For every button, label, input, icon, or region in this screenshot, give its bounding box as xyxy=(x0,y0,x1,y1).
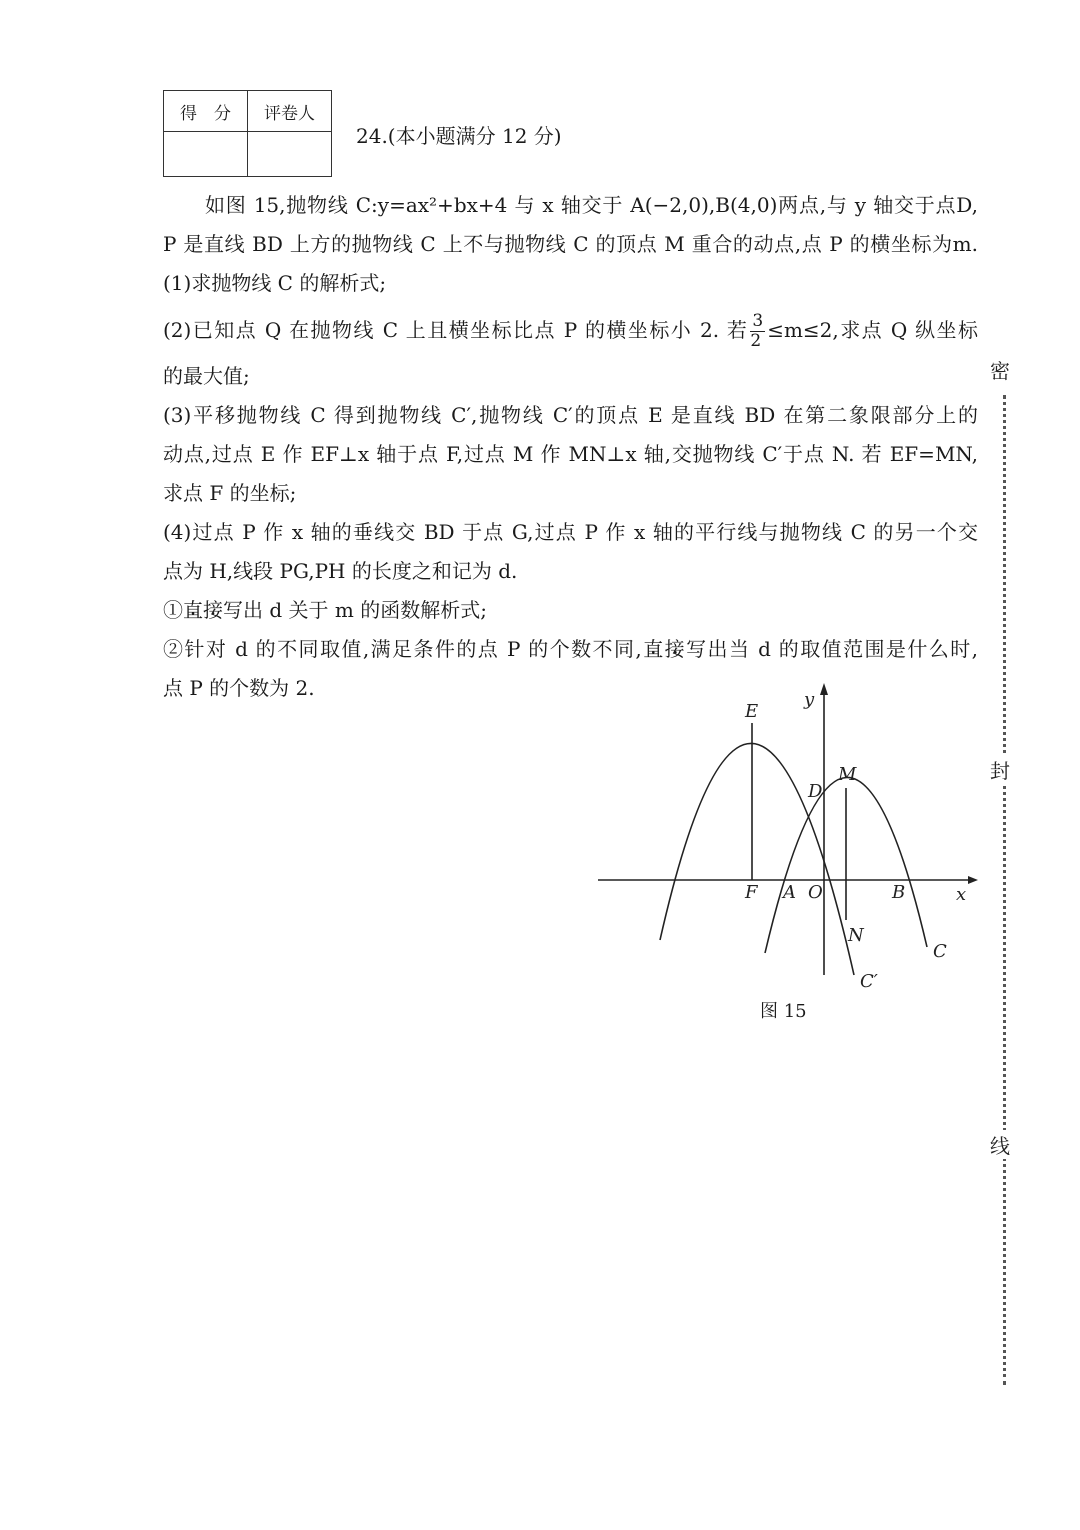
label-a: A xyxy=(783,882,796,903)
label-b: B xyxy=(892,882,906,903)
parabola-c-prime xyxy=(660,743,854,975)
label-e: E xyxy=(745,701,759,722)
grader-cell xyxy=(248,132,332,177)
part-1: (1)求抛物线 C 的解析式; xyxy=(163,271,387,295)
sub2-text-a: ②针对 d 的不同取值,满足条件的点 P 的个数不同, xyxy=(163,637,642,661)
grader-header: 评卷人 xyxy=(248,91,332,132)
label-c-prime: C′ xyxy=(860,971,878,992)
sub1-marker: ① xyxy=(163,598,183,622)
label-c: C xyxy=(933,941,947,962)
question-body xyxy=(163,186,978,708)
part-2-text-a: (2)已知点 Q 在抛物线 C 上且横坐标比点 P 的横坐标小 2. 若 xyxy=(163,318,749,342)
part-2-line xyxy=(163,303,978,357)
intro-line-2: P 是直线 BD 上方的抛物线 C 上不与抛物线 C 的顶点 M 重合的动点,点 P 的横坐标为m. xyxy=(163,232,978,256)
part-4-line-a: (4)过点 P 作 x 轴的垂线交 BD 于点 G,过点 P 作 x 轴的平行线与抛物线 C 的另一个交 xyxy=(163,520,978,544)
fraction-numerator: 3 xyxy=(752,311,764,331)
sub2-emphasis xyxy=(642,637,686,661)
sub1-emphasis xyxy=(183,598,223,622)
binding-label-bottom: 线 xyxy=(990,1130,1010,1159)
part-4-line-b: 点为 H,线段 PG,PH 的长度之和记为 d. xyxy=(163,559,518,583)
label-n: N xyxy=(848,925,864,946)
fraction-denominator: 2 xyxy=(750,331,762,351)
emphasis-char: 接 • xyxy=(203,598,223,622)
emphasis-char: 直 • xyxy=(642,637,665,661)
score-table xyxy=(163,90,332,177)
emphasis-char: 接 • xyxy=(665,637,686,661)
fraction-three-halves xyxy=(750,312,765,351)
y-axis-arrow xyxy=(820,683,828,695)
binding-label-mid: 封 xyxy=(990,755,1010,784)
intro-line-1: 如图 15,抛物线 C:y=ax²+bx+4 与 x 轴交于 A(−2,0),B(4,0)两点,与 y 轴交于点D, xyxy=(205,193,978,217)
label-y: y xyxy=(804,689,815,710)
part-3-line-c: 求点 F 的坐标; xyxy=(163,481,297,505)
part-3-line-b: 动点,过点 E 作 EF⊥x 轴于点 F,过点 M 作 MN⊥x 轴,交抛物线 C′于点 N. 若 EF=MN, xyxy=(163,442,978,466)
score-header: 得 分 xyxy=(164,91,248,132)
binding-label-top: 密 xyxy=(990,355,1010,384)
part-2-text-b: ≤m≤2,求点 Q 纵坐标 xyxy=(767,318,978,342)
part-3-line-a: (3)平移抛物线 C 得到抛物线 C′,抛物线 C′的顶点 E 是直线 BD 在第二象限部分上的 xyxy=(163,403,978,427)
emphasis-char: 直 • xyxy=(183,598,203,622)
label-o: O xyxy=(808,882,823,903)
x-axis-arrow xyxy=(968,876,978,884)
figure-caption: 图 15 xyxy=(760,1001,807,1022)
label-d: D xyxy=(808,781,823,802)
sub1-text: 写出 d 关于 m 的函数解析式; xyxy=(223,598,487,622)
part-2-line-c: 的最大值; xyxy=(163,364,250,388)
label-m: M xyxy=(838,764,857,785)
label-x: x xyxy=(956,884,967,905)
figure-15 xyxy=(590,675,990,1005)
score-cell xyxy=(164,132,248,177)
label-f: F xyxy=(745,882,758,903)
sub2-text-b: 写出当 d 的取值范围是什么时, xyxy=(686,637,979,661)
sub-question-2-end: 点 P 的个数为 2. xyxy=(163,676,315,700)
sub-question-1 xyxy=(163,591,978,630)
question-title: 24.(本小题满分 12 分) xyxy=(356,124,562,148)
sub-question-2 xyxy=(163,630,978,669)
binding-dotted-line xyxy=(1003,395,1006,1385)
